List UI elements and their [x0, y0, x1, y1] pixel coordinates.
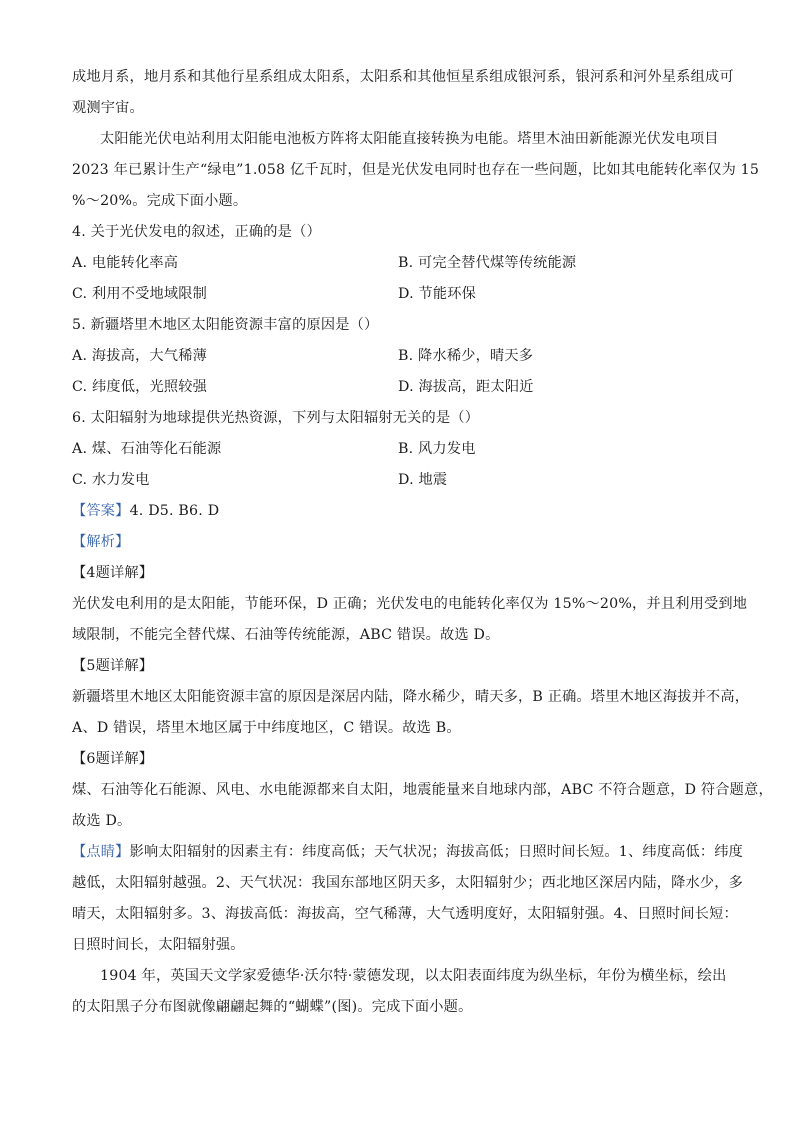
- option-row: [72, 372, 724, 403]
- question-stem: 4. 关于光伏发电的叙述，正确的是（）: [72, 224, 321, 240]
- detail-line: 新疆塔里木地区太阳能资源丰富的原因是深居内陆，降水稀少，晴天多，B 正确。塔里木地区海拔并不高，: [72, 689, 750, 705]
- option-row: [72, 465, 724, 496]
- option-b: B. 可完全替代煤等传统能源: [398, 255, 577, 271]
- passage-line: 2023 年已累计生产“绿电”1.058 亿千瓦时，但是光伏发电同时也存在一些问题，比如其电能转化率仅为 15: [72, 162, 760, 178]
- option-c: C. 纬度低，光照较强: [72, 379, 208, 395]
- answer-label: 【答案】: [72, 503, 130, 519]
- passage-line: 太阳能光伏电站利用太阳能电池板方阵将太阳能直接转换为电能。塔里木油田新能源光伏发电项目: [100, 131, 719, 147]
- tips-line: [72, 837, 744, 868]
- intro-line: 成地月系，地月系和其他行星系组成太阳系，太阳系和其他恒星系组成银河系，银河系和河外星系组成可: [72, 69, 734, 85]
- detail-line: 域限制，不能完全替代煤、石油等传统能源，ABC 错误。故选 D。: [72, 627, 500, 643]
- document-page: [72, 62, 773, 1023]
- answer-text: 4. D5. B6. D: [129, 503, 220, 519]
- answer-line: [72, 496, 724, 527]
- detail-line: 光伏发电利用的是太阳能，节能环保，D 正确；光伏发电的电能转化率仅为 15%～20%，并且利用受到地: [72, 596, 748, 612]
- option-a: A. 海拔高，大气稀薄: [72, 348, 207, 364]
- detail-line: A、D 错误，塔里木地区属于中纬度地区，C 错误。故选 B。: [72, 720, 461, 736]
- detail-header: 【5题详解】: [72, 658, 154, 674]
- tips-line: 晴天，太阳辐射多。3、海拔高低：海拔高，空气稀薄，大气透明度好，太阳辐射强。4、日照时间长短：: [72, 906, 738, 922]
- closing-line: 1904 年，英国天文学家爱德华·沃尔特·蒙德发现，以太阳表面纬度为纵坐标，年份为横坐标，绘出: [100, 968, 727, 984]
- option-c: C. 利用不受地域限制: [72, 286, 208, 302]
- passage-line: %～20%。完成下面小题。: [72, 193, 248, 209]
- question-stem: 6. 太阳辐射为地球提供光热资源，下列与太阳辐射无关的是（）: [72, 410, 480, 426]
- detail-line: 故选 D。: [72, 813, 132, 829]
- analysis-label: 【解析】: [72, 534, 130, 550]
- tips-line: 越低，太阳辐射越强。2、天气状况：我国东部地区阴天多，太阳辐射少；西北地区深居内陆，降水少，多: [72, 875, 744, 891]
- tips-text: 影响太阳辐射的因素主有：纬度高低；天气状况；海拔高低；日照时间长短。1、纬度高低：纬度: [129, 844, 744, 860]
- option-d: D. 地震: [398, 472, 448, 488]
- question-stem: 5. 新疆塔里木地区太阳能资源丰富的原因是（）: [72, 317, 379, 333]
- option-d: D. 节能环保: [398, 286, 477, 302]
- option-row: [72, 279, 724, 310]
- option-row: [72, 434, 724, 465]
- option-row: [72, 341, 724, 372]
- option-c: C. 水力发电: [72, 472, 150, 488]
- tips-label: 【点睛】: [72, 844, 130, 860]
- option-b: B. 风力发电: [398, 441, 476, 457]
- option-d: D. 海拔高，距太阳近: [398, 379, 534, 395]
- tips-line: 日照时间长，太阳辐射强。: [72, 937, 245, 953]
- option-b: B. 降水稀少，晴天多: [398, 348, 534, 364]
- option-a: A. 电能转化率高: [72, 255, 179, 271]
- detail-header: 【4题详解】: [72, 565, 154, 581]
- option-row: [72, 248, 724, 279]
- option-a: A. 煤、石油等化石能源: [72, 441, 222, 457]
- closing-line: 的太阳黑子分布图就像翩翩起舞的“蝴蝶”(图)。完成下面小题。: [72, 999, 473, 1015]
- detail-header: 【6题详解】: [72, 751, 154, 767]
- intro-line: 观测宇宙。: [72, 100, 144, 116]
- detail-line: 煤、石油等化石能源、风电、水电能源都来自太阳，地震能量来自地球内部，ABC 不符合题意，D 符合题意，: [72, 782, 773, 798]
